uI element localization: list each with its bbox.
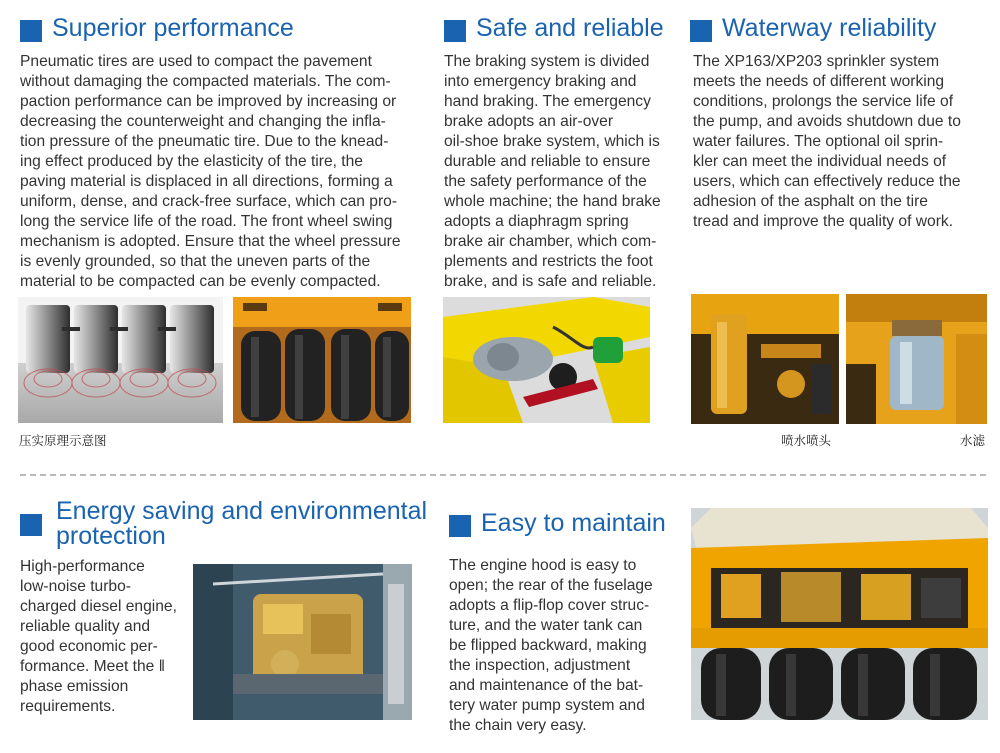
caption-filter: 水滤 <box>960 433 986 448</box>
body-line: meets the needs of different working <box>693 73 945 90</box>
section-body <box>449 556 679 736</box>
body-line: requirements. <box>20 698 116 715</box>
body-line: users, which can effectively reduce the <box>693 173 961 190</box>
heading-title <box>56 499 427 549</box>
section-waterway-reliability <box>690 16 995 232</box>
heading-title: Waterway reliability <box>722 14 937 42</box>
brake-system-render <box>443 297 650 423</box>
body-line: plements and restricts the foot <box>444 253 653 270</box>
body-line: long the service life of the road. The front wheel swing <box>20 213 393 230</box>
body-line: tion pressure of the pneumatic tire. Due to the knead- <box>20 133 389 150</box>
water-filter-photo <box>846 294 987 424</box>
open-hood-photo <box>691 508 988 720</box>
section-heading <box>690 16 995 42</box>
body-line: the safety performance of the <box>444 173 647 190</box>
body-line: The braking system is divided <box>444 53 650 70</box>
section-easy-maintain <box>449 511 679 736</box>
section-body <box>444 52 684 292</box>
body-line: low-noise turbo- <box>20 578 131 595</box>
roller-tires-photo <box>233 297 411 423</box>
body-line: The XP163/XP203 sprinkler system <box>693 53 940 70</box>
body-line: kler can meet the individual needs of <box>693 153 947 170</box>
body-line: tread and improve the quality of work. <box>693 213 954 230</box>
body-line: charged diesel engine, <box>20 598 177 615</box>
body-line: oil-shoe brake system, which is <box>444 133 660 150</box>
body-line: Pneumatic tires are used to compact the pavement <box>20 53 372 70</box>
heading-title: Superior performance <box>52 14 294 42</box>
section-heading <box>20 16 430 42</box>
body-line: mechanism is adopted. Ensure that the wheel pressure <box>20 233 401 250</box>
heading-title-line: protection <box>56 522 166 550</box>
body-line: whole machine; the hand brake <box>444 193 661 210</box>
heading-title: Easy to maintain <box>481 509 666 537</box>
heading-square-icon <box>20 514 42 536</box>
section-heading <box>449 511 679 537</box>
body-line: brake adopts an air-over <box>444 113 614 130</box>
body-line: open; the rear of the fuselage <box>449 577 653 594</box>
compaction-principle-diagram <box>18 297 223 423</box>
section-divider <box>20 474 986 476</box>
section-heading <box>444 16 684 42</box>
body-line: be flipped backward, making <box>449 637 647 654</box>
body-line: hand braking. The emergency <box>444 93 651 110</box>
diesel-engine-photo <box>193 564 412 720</box>
body-line: paction performance can be improved by increasing or <box>20 93 397 110</box>
body-line: water failures. The optional oil sprin- <box>693 133 944 150</box>
body-line: adopts a diaphragm spring <box>444 213 629 230</box>
body-line: ing effect produced by the elasticity of the tire, the <box>20 153 363 170</box>
body-line: uniform, dense, and crack-free surface, which can pro- <box>20 193 398 210</box>
body-line: good economic per- <box>20 638 158 655</box>
body-line: brake, and is safe and reliable. <box>444 273 657 290</box>
body-line: reliable quality and <box>20 618 151 635</box>
section-superior-performance <box>20 16 430 292</box>
body-line: adopts a flip-flop cover struc- <box>449 597 650 614</box>
body-line: decreasing the counterweight and changing the infla- <box>20 113 386 130</box>
section-body <box>20 52 430 292</box>
heading-square-icon <box>690 20 712 42</box>
body-line: material to be compacted can be evenly compacted. <box>20 273 381 290</box>
body-line: brake air chamber, which com- <box>444 233 657 250</box>
body-line: The engine hood is easy to <box>449 557 637 574</box>
body-line: High-performance <box>20 558 145 575</box>
body-line: tery water pump system and <box>449 697 645 714</box>
body-line: into emergency braking and <box>444 73 637 90</box>
heading-square-icon <box>444 20 466 42</box>
body-line: adhesion of the asphalt on the tire <box>693 193 928 210</box>
section-body <box>693 52 995 232</box>
water-nozzle-photo <box>691 294 839 424</box>
body-line: is evenly grounded, so that the uneven parts of the <box>20 253 371 270</box>
body-line: and maintenance of the bat- <box>449 677 644 694</box>
body-line: without damaging the compacted materials. The com- <box>20 73 391 90</box>
section-heading <box>20 499 440 549</box>
body-line: phase emission <box>20 678 129 695</box>
body-line: durable and reliable to ensure <box>444 153 651 170</box>
heading-title: Safe and reliable <box>476 14 664 42</box>
caption-compaction: 压实原理示意图 <box>19 433 107 448</box>
heading-square-icon <box>20 20 42 42</box>
heading-square-icon <box>449 515 471 537</box>
body-line: formance. Meet the ‖ <box>20 658 166 675</box>
section-safe-reliable <box>444 16 684 292</box>
body-line: paving material is displaced in all directions, forming a <box>20 173 393 190</box>
body-line: the inspection, adjustment <box>449 657 631 674</box>
body-line: the chain very easy. <box>449 717 587 734</box>
heading-title-line: Energy saving and environmental <box>56 497 428 525</box>
body-line: conditions, prolongs the service life of <box>693 93 954 110</box>
caption-nozzle: 喷水喷头 <box>781 433 832 448</box>
body-line: ture, and the water tank can <box>449 617 643 634</box>
body-line: the pump, and avoids shutdown due to <box>693 113 961 130</box>
